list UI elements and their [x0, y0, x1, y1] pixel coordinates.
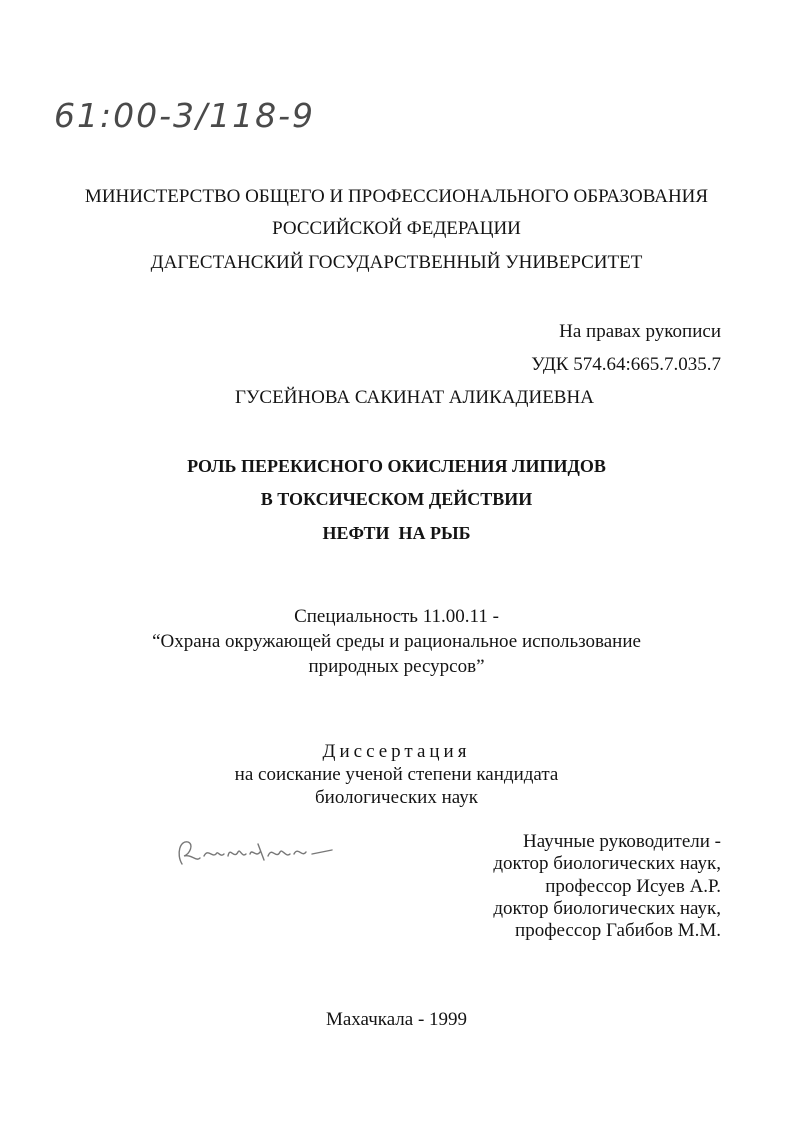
author-name: ГУСЕЙНОВА САКИНАТ АЛИКАДИЕВНА: [235, 387, 594, 408]
place-year: Махачкала - 1999: [325, 1009, 468, 1030]
title-line-1: РОЛЬ ПЕРЕКИСНОГО ОКИСЛЕНИЯ ЛИПИДОВ: [187, 456, 606, 476]
specialty-name-2: природных ресурсов”: [308, 656, 485, 677]
handwritten-signature: [172, 832, 342, 872]
degree-line-1: на соискание ученой степени кандидата: [234, 764, 559, 785]
ministry-line: МИНИСТЕРСТВО ОБЩЕГО И ПРОФЕССИОНАЛЬНОГО ОБРАЗОВАНИЯ: [84, 186, 709, 207]
supervisor-1-degree: доктор биологических наук,: [493, 853, 721, 874]
university-line: ДАГЕСТАНСКИЙ ГОСУДАРСТВЕННЫЙ УНИВЕРСИТЕТ: [150, 252, 643, 273]
specialty-code: Специальность 11.00.11 -: [294, 606, 499, 627]
dissertation-label: Диссертация: [322, 741, 471, 762]
specialty-name-1: “Охрана окружающей среды и рациональное использование: [152, 631, 641, 652]
title-line-3: НЕФТИ НА РЫБ: [322, 523, 471, 543]
rights-note: На правах рукописи: [559, 321, 721, 342]
archive-code-stamp: 61:00-3/118-9: [54, 96, 316, 135]
federation-line: РОССИЙСКОЙ ФЕДЕРАЦИИ: [272, 218, 521, 239]
supervisor-2-degree: доктор биологических наук,: [493, 898, 721, 919]
title-line-2: В ТОКСИЧЕСКОМ ДЕЙСТВИИ: [260, 489, 533, 509]
supervisors-heading: Научные руководители -: [523, 831, 721, 852]
degree-line-2: биологических наук: [315, 787, 478, 808]
supervisor-1-name: профессор Исуев А.Р.: [545, 876, 721, 897]
udk-code: УДК 574.64:665.7.035.7: [531, 354, 721, 375]
supervisor-2-name: профессор Габибов М.М.: [515, 920, 721, 941]
